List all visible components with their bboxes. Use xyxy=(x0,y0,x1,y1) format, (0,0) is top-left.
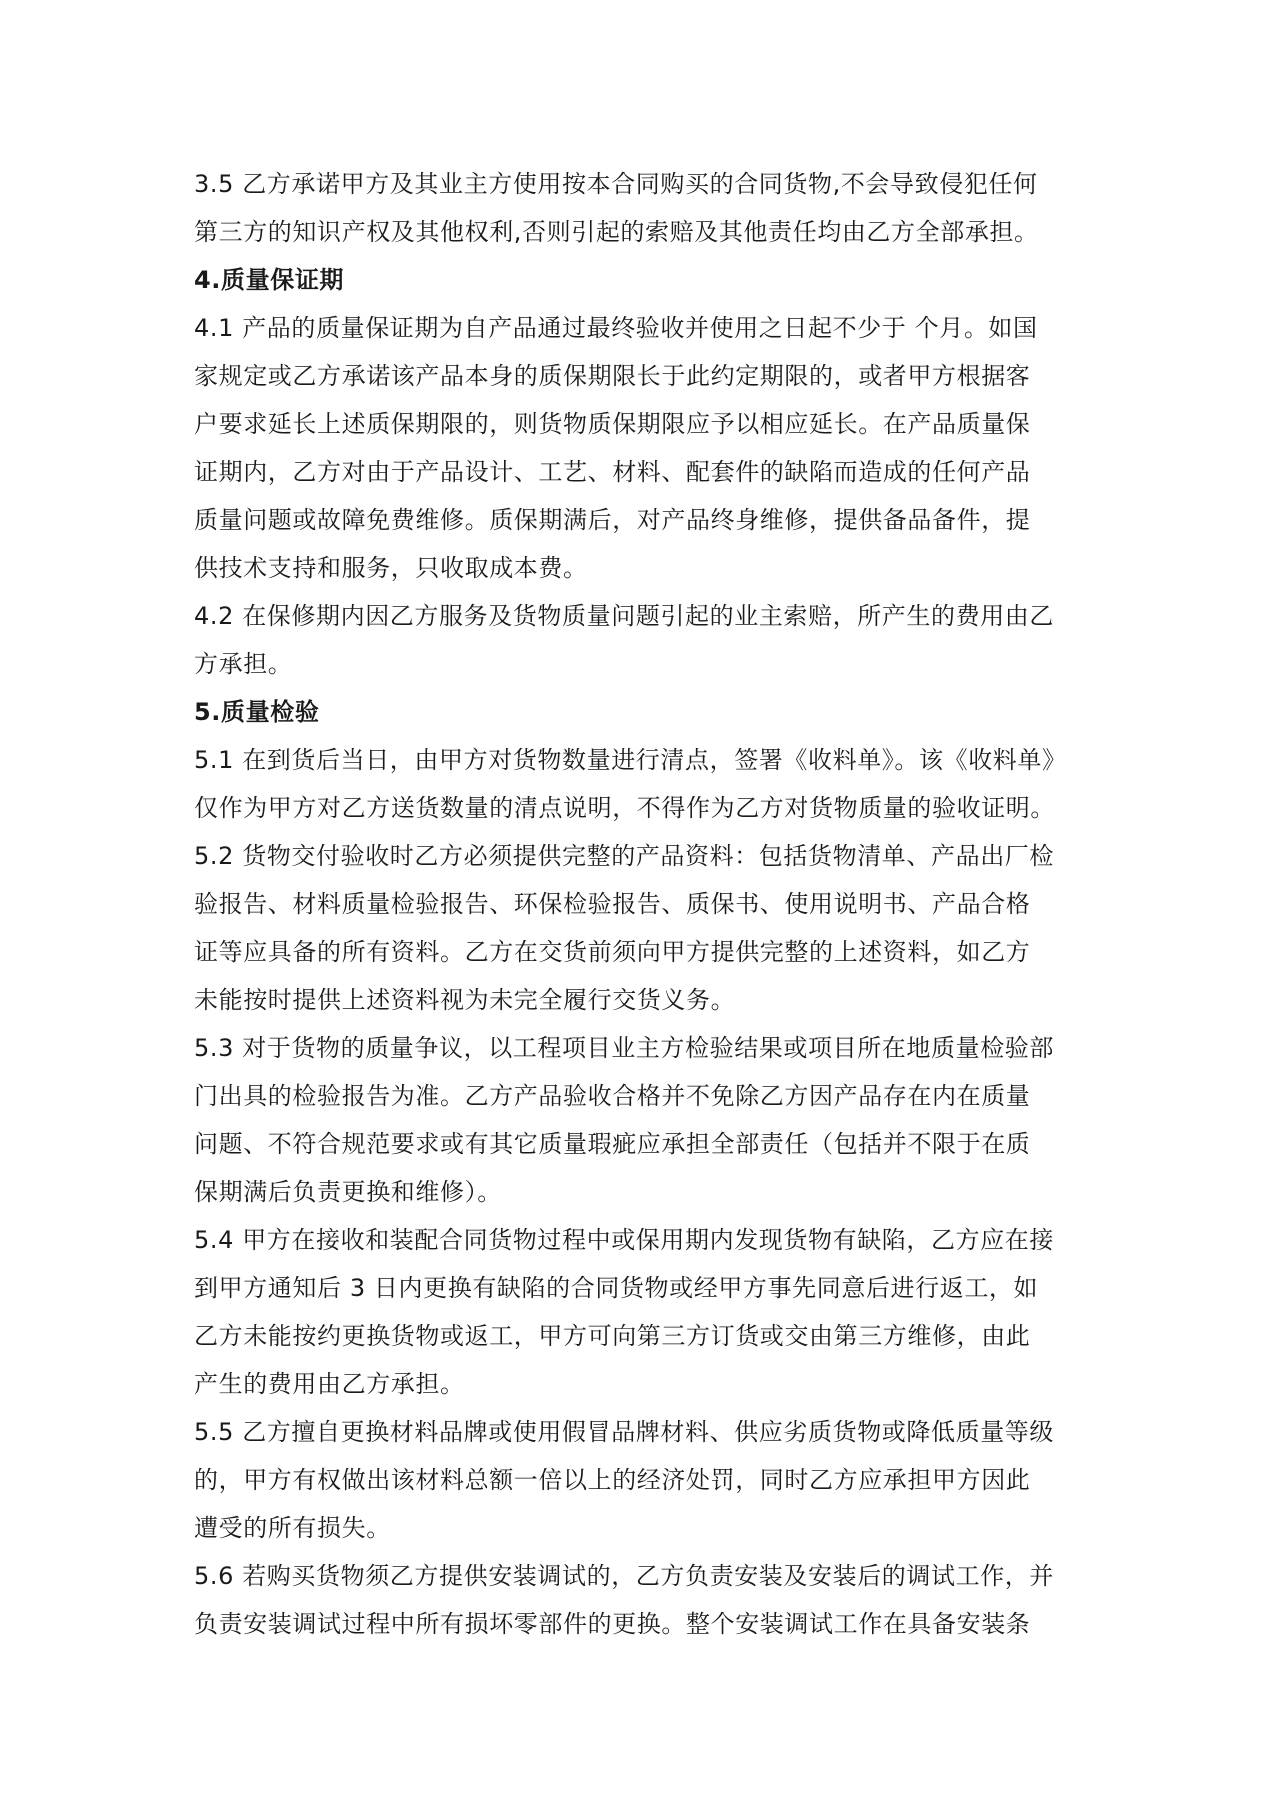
clause-5-3-line-1: 5.3 对于货物的质量争议，以工程项目业主方检验结果或项目所在地质量检验部 xyxy=(194,1034,1054,1062)
clause-5-4-line-3: 乙方未能按约更换货物或返工，甲方可向第三方订货或交由第三方维修，由此 xyxy=(194,1322,1031,1350)
clause-5-3-line-2: 门出具的检验报告为准。乙方产品验收合格并不免除乙方因产品存在内在质量 xyxy=(194,1082,1031,1110)
clause-5-4-line-4: 产生的费用由乙方承担。 xyxy=(194,1370,465,1398)
clause-3-5-line-2: 第三方的知识产权及其他权利,否则引起的索赔及其他责任均由乙方全部承担。 xyxy=(194,218,1039,246)
clause-5-2-line-2: 验报告、材料质量检验报告、环保检验报告、质保书、使用说明书、产品合格 xyxy=(194,890,1031,918)
clause-4-1-line-6: 供技术支持和服务，只收取成本费。 xyxy=(194,554,588,582)
document-page xyxy=(194,160,1094,1648)
clause-4-1-line-2: 家规定或乙方承诺该产品本身的质保期限长于此约定期限的，或者甲方根据客 xyxy=(194,362,1031,390)
clause-5-5-line-1: 5.5 乙方擅自更换材料品牌或使用假冒品牌材料、供应劣质货物或降低质量等级 xyxy=(194,1418,1054,1446)
clause-5-1-line-1: 5.1 在到货后当日，由甲方对货物数量进行清点，签署《收料单》。该《收料单》 xyxy=(194,746,1067,774)
clause-4-1-line-3: 户要求延长上述质保期限的，则货物质保期限应予以相应延长。在产品质量保 xyxy=(194,410,1031,438)
clause-5-3-line-4: 保期满后负责更换和维修）。 xyxy=(194,1178,502,1206)
clause-5-6-line-1: 5.6 若购买货物须乙方提供安装调试的，乙方负责安装及安装后的调试工作，并 xyxy=(194,1562,1054,1590)
clause-3-5-line-1: 3.5 乙方承诺甲方及其业主方使用按本合同购买的合同货物,不会导致侵犯任何 xyxy=(194,170,1038,198)
clause-5-2-line-3: 证等应具备的所有资料。乙方在交货前须向甲方提供完整的上述资料，如乙方 xyxy=(194,938,1031,966)
clause-5-3-line-3: 问题、不符合规范要求或有其它质量瑕疵应承担全部责任（包括并不限于在质 xyxy=(194,1130,1031,1158)
clause-5-1-line-2: 仅作为甲方对乙方送货数量的清点说明，不得作为乙方对货物质量的验收证明。 xyxy=(194,794,1055,822)
clause-4-1-line-5: 质量问题或故障免费维修。质保期满后，对产品终身维修，提供备品备件，提 xyxy=(194,506,1031,534)
clause-4-1-line-1: 4.1 产品的质量保证期为自产品通过最终验收并使用之日起不少于 个月。如国 xyxy=(194,314,1038,342)
clause-5-4-line-2: 到甲方通知后 3 日内更换有缺陷的合同货物或经甲方事先同意后进行返工，如 xyxy=(194,1274,1039,1302)
clause-5-2-line-1: 5.2 货物交付验收时乙方必须提供完整的产品资料：包括货物清单、产品出厂检 xyxy=(194,842,1054,870)
clause-4-2-line-1: 4.2 在保修期内因乙方服务及货物质量问题引起的业主索赔，所产生的费用由乙 xyxy=(194,602,1054,630)
clause-5-2-line-4: 未能按时提供上述资料视为未完全履行交货义务。 xyxy=(194,986,736,1014)
clause-5-5-line-2: 的，甲方有权做出该材料总额一倍以上的经济处罚，同时乙方应承担甲方因此 xyxy=(194,1466,1031,1494)
clause-4-1-line-4: 证期内，乙方对由于产品设计、工艺、材料、配套件的缺陷而造成的任何产品 xyxy=(194,458,1031,486)
section-heading-4: 4.质量保证期 xyxy=(194,266,345,294)
clause-4-2-line-2: 方承担。 xyxy=(194,650,293,678)
section-heading-5: 5.质量检验 xyxy=(194,698,320,726)
clause-5-5-line-3: 遭受的所有损失。 xyxy=(194,1514,391,1542)
clause-5-6-line-2: 负责安装调试过程中所有损坏零部件的更换。整个安装调试工作在具备安装条 xyxy=(194,1610,1031,1638)
clause-5-4-line-1: 5.4 甲方在接收和装配合同货物过程中或保用期内发现货物有缺陷，乙方应在接 xyxy=(194,1226,1054,1254)
